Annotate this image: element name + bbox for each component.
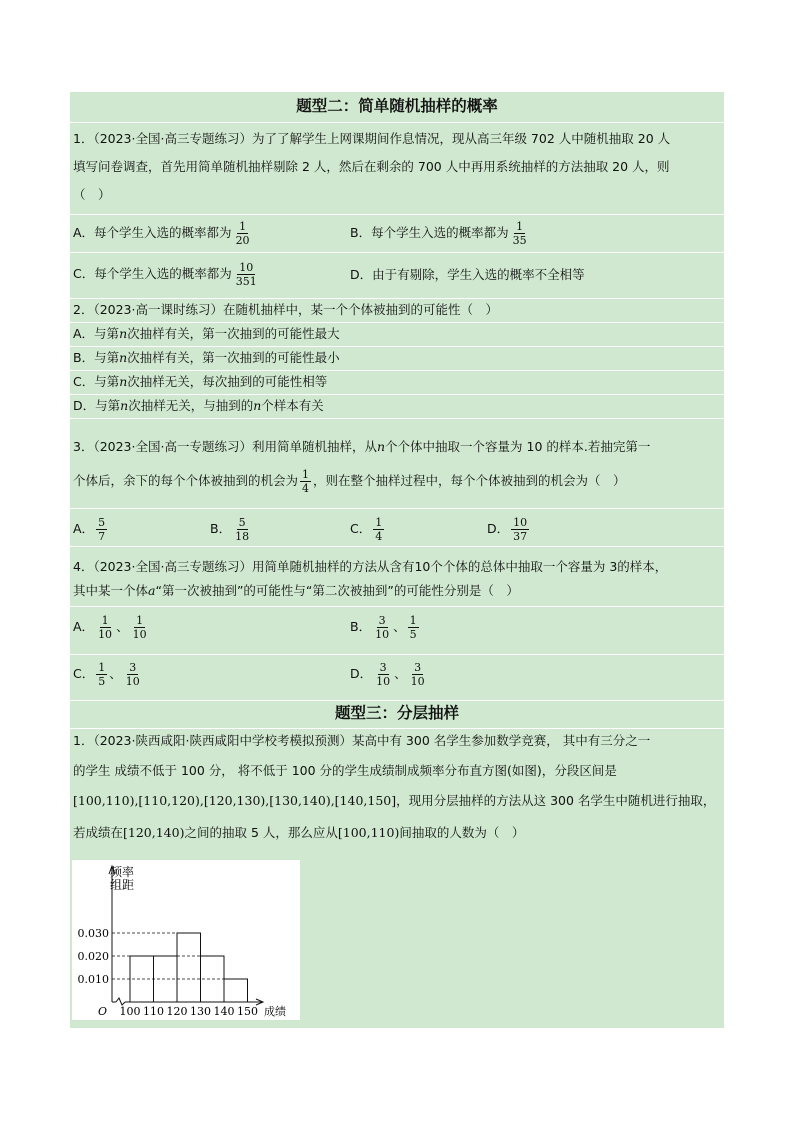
denominator: 18 [235, 530, 250, 543]
histogram-bar [224, 979, 248, 1002]
histogram-svg [72, 860, 300, 1020]
separator: 、 [116, 619, 129, 634]
question-text: 若成绩在 [73, 825, 124, 840]
option-text: 次抽样有关，第一次抽到的可能性最小 [127, 350, 340, 365]
y-tick-label: 0.020 [77, 950, 109, 963]
separator: 、 [109, 666, 122, 681]
x-tick-label: 120 [166, 1005, 188, 1018]
numerator: 5 [238, 516, 246, 529]
numerator: 10 [239, 261, 254, 274]
options-row [70, 654, 724, 701]
ylabel-top: 频率 [110, 865, 135, 879]
option-b[interactable] [70, 346, 724, 371]
question-text: 间抽取的人数为（ ） [399, 825, 525, 840]
x-tick-label: 140 [213, 1005, 235, 1018]
numerator: 1 [98, 661, 106, 674]
variable-n: n [119, 326, 128, 341]
option-a[interactable] [73, 220, 254, 247]
denominator: 37 [513, 530, 528, 543]
option-a[interactable] [73, 614, 151, 641]
denominator: 20 [235, 234, 250, 247]
fraction [409, 661, 427, 688]
fraction [96, 516, 107, 543]
numerator: 1 [239, 220, 247, 233]
options-row [70, 214, 724, 253]
option-label: C． [350, 521, 372, 536]
answer-parentheses: （ ） [73, 187, 111, 202]
denominator: 10 [375, 628, 390, 641]
option-a[interactable] [70, 322, 724, 347]
numerator: 3 [378, 614, 386, 627]
denominator: 10 [132, 628, 147, 641]
option-text: B．与第 [73, 350, 120, 365]
denominator: 7 [98, 530, 106, 543]
question-2-2 [70, 298, 724, 323]
question-text: 个个体中抽取一个容量为 10 的样本.若抽完第一 [385, 439, 651, 454]
denominator: 10 [98, 628, 113, 641]
numerator: 10 [513, 516, 528, 529]
option-d[interactable] [487, 516, 531, 543]
option-a[interactable] [73, 516, 109, 543]
question-text: 其中某一个体 [73, 583, 149, 598]
denominator: 4 [375, 530, 383, 543]
numerator: 1 [516, 220, 524, 233]
denominator: 35 [512, 234, 527, 247]
option-c[interactable] [73, 661, 144, 688]
numerator: 1 [409, 614, 417, 627]
x-tick-label: 150 [237, 1005, 258, 1018]
numerator: 3 [379, 661, 387, 674]
question-2-1 [70, 122, 724, 215]
numerator: 5 [98, 516, 106, 529]
denominator: 10 [125, 675, 140, 688]
question-text: 4．（2023·全国·高三专题练习）用简单随机抽样的方法从含有10个个体的总体中抽取一个容量为 3的样本， [73, 559, 668, 574]
variable-n: n [376, 439, 386, 454]
bars [130, 933, 248, 1002]
options-row [70, 252, 724, 299]
option-label: A． [73, 619, 95, 634]
fraction [234, 261, 259, 288]
denominator: 4 [302, 482, 310, 495]
options-row [70, 606, 724, 655]
option-text: C．每个学生入选的概率都为 [73, 266, 232, 281]
question-text: “第一次被抽到”的可能性与“第二次被抽到”的可能性分别是（ ） [155, 583, 519, 598]
option-label: D． [350, 666, 373, 681]
fraction [234, 220, 252, 247]
option-c[interactable] [350, 516, 386, 543]
question-2-3 [70, 418, 724, 509]
fraction [124, 661, 142, 688]
variable-n: n [119, 374, 128, 389]
option-text: 次抽样有关，第一次抽到的可能性最大 [127, 326, 340, 341]
section3-title: 题型三：分层抽样 [334, 703, 459, 722]
interval: [120,140) [123, 825, 185, 840]
numerator: 1 [375, 516, 383, 529]
interval: [100,110) [337, 825, 400, 840]
option-b[interactable] [350, 614, 421, 641]
fraction [408, 614, 419, 641]
question-text: 填写问卷调查，首先用简单随机抽样剔除 2 人，然后在剩余的 700 人中再用系统抽样的方法抽取 20 人，则 [73, 159, 670, 174]
option-text: 次抽样无关，每次抽到的可能性相等 [127, 374, 328, 389]
axis-break-mark [116, 998, 125, 1005]
separator: 、 [394, 666, 407, 681]
option-b[interactable] [350, 220, 531, 247]
option-c[interactable] [73, 261, 261, 288]
guide-lines [112, 933, 248, 979]
question-text: ，则在整个抽样过程中，每个个体被抽到的机会为（ ） [313, 473, 626, 488]
option-label: C． [73, 666, 95, 681]
question-text: 的学生 成绩不低于 100 分， 将不低于 100 分的学生成绩制成频率分布直方图(如图)，分段区间是 [73, 763, 617, 778]
question-text: 3．（2023·全国·高一专题练习）利用简单随机抽样，从 [73, 439, 377, 454]
y-tick-label: 0.010 [77, 973, 109, 986]
interval-list: [100,110),[110,120),[120,130),[130,140),[140,150] [73, 793, 397, 808]
question-text: 之间的抽取 5 人，那么应从 [184, 825, 338, 840]
option-text: D．与第 [73, 398, 121, 413]
fraction [373, 614, 391, 641]
option-text: B．每个学生入选的概率都为 [350, 225, 509, 240]
question-text: ，现用分层抽样的方法从这 300 名学生中随机进行抽取， [396, 793, 716, 808]
fraction [96, 614, 114, 641]
worksheet [70, 92, 724, 1028]
fraction [300, 468, 311, 495]
numerator: 1 [101, 614, 109, 627]
fraction [96, 661, 107, 688]
option-c[interactable] [70, 370, 724, 395]
option-d[interactable]: D．由于有剔除，学生入选的概率不全相等 [350, 267, 585, 282]
options-row [70, 508, 724, 547]
y-tick-label: 0.030 [77, 927, 109, 940]
option-text: A．每个学生入选的概率都为 [73, 225, 232, 240]
section2-header [70, 92, 724, 123]
denominator: 5 [98, 675, 106, 688]
numerator: 3 [414, 661, 422, 674]
option-label: B． [210, 521, 232, 536]
option-d[interactable] [70, 394, 724, 419]
variable-a: a [148, 583, 156, 598]
option-b[interactable] [210, 516, 253, 543]
fraction [511, 220, 529, 247]
question-text: 个体后，余下的每个个体被抽到的机会为 [73, 473, 299, 488]
ylabel-bottom: 组距 [110, 878, 135, 892]
fraction [373, 516, 384, 543]
variable-n: n [253, 398, 262, 413]
xlabel: 成绩 [264, 1005, 286, 1018]
numerator: 1 [136, 614, 144, 627]
histogram-bar [177, 933, 201, 1002]
denominator: 351 [235, 275, 257, 288]
option-text: A．与第 [73, 326, 120, 341]
option-label: D． [487, 521, 510, 536]
numerator: 3 [129, 661, 137, 674]
variable-n: n [119, 350, 128, 365]
section3-header [70, 700, 724, 729]
x-tick-label: 130 [190, 1005, 211, 1018]
question-text: 1．（2023·全国·高三专题练习）为了了解学生上网课期间作息情况，现从高三年级 702 人中随机抽取 20 人 [73, 131, 671, 146]
option-label: B． [350, 619, 372, 634]
fraction [233, 516, 251, 543]
question-text: 2．（2023·高一课时练习）在随机抽样中，某一个个体被抽到的可能性（ ） [73, 302, 498, 317]
histogram-chart [72, 860, 300, 1020]
option-d[interactable] [350, 661, 429, 688]
option-label: A． [73, 521, 95, 536]
denominator: 10 [410, 675, 425, 688]
origin-label: O [98, 1005, 108, 1018]
numerator: 1 [302, 468, 310, 481]
fraction [511, 516, 529, 543]
separator: 、 [393, 619, 406, 634]
section2-title: 题型二：简单随机抽样的概率 [296, 96, 498, 115]
question-2-4 [70, 546, 724, 607]
x-tick-label: 100 [119, 1005, 141, 1018]
option-text: 个样本有关 [261, 398, 324, 413]
denominator: 10 [376, 675, 391, 688]
question-3-1 [70, 728, 724, 858]
fraction [374, 661, 392, 688]
option-text: 次抽样无关，与抽到的 [128, 398, 254, 413]
fraction [131, 614, 149, 641]
denominator: 5 [409, 628, 417, 641]
variable-n: n [120, 398, 129, 413]
x-tick-label: 110 [143, 1005, 164, 1018]
question-text: 1．（2023·陕西咸阳·陕西咸阳中学校考模拟预测）某高中有 300 名学生参加数学竞赛， 其中有三分之一 [73, 733, 651, 748]
option-text: C．与第 [73, 374, 120, 389]
